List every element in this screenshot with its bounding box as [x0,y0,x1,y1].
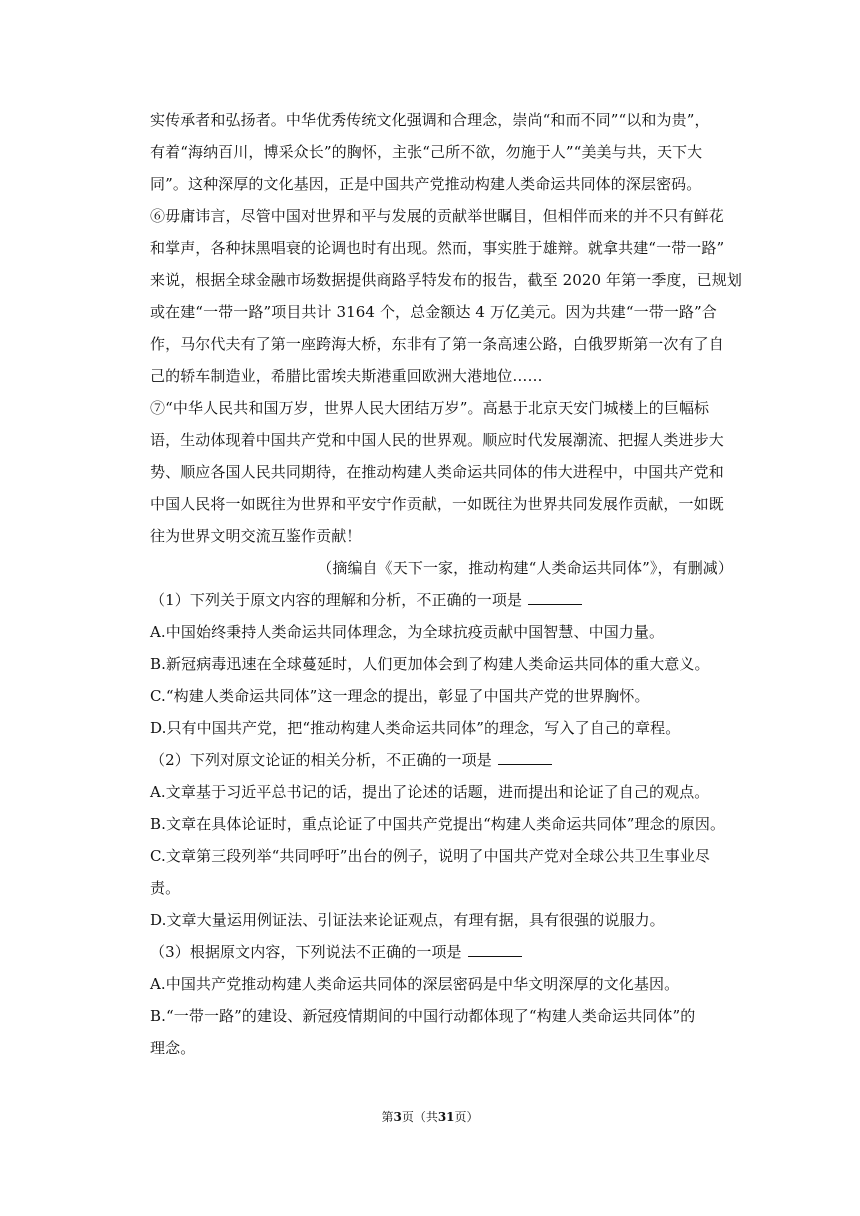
passage-line: 己的轿车制造业，希腊比雷埃夫斯港重回欧洲大港地位…… [150,367,543,385]
option-line: B.文章在具体论证时，重点论证了中国共产党提出“构建人类命运共同体”理念的原因。 [150,815,726,833]
footer-middle: 页（共 [401,1110,438,1124]
passage-line: 实传承者和弘扬者。中华优秀传统文化强调和合理念，崇尚“和而不同”“以和为贵”， [150,111,710,129]
question-1-stem [150,584,735,616]
option-line: 理念。 [150,1039,196,1057]
answer-blank [528,590,582,605]
passage-line: 同”。这种深厚的文化基因，正是中国共产党推动构建人类命运共同体的深层密码。 [150,175,702,193]
question-stem-text: （2）下列对原文论证的相关分析，不正确的一项是 [150,751,492,769]
option-line: A.文章基于习近平总书记的话，提出了论述的话题，进而提出和论证了自己的观点。 [150,783,710,801]
answer-blank [498,750,552,765]
passage-line: 有着“海纳百川，博采众长”的胸怀，主张“己所不欲，勿施于人”“美美与共，天下大 [150,143,703,161]
option-line: D.只有中国共产党，把“推动构建人类命运共同体”的理念，写入了自己的章程。 [150,719,681,737]
page-footer [0,1109,860,1125]
answer-blank [468,942,522,957]
passage-line: 往为世界文明交流互鉴作贡献！ [150,527,362,545]
option-line: 责。 [150,879,181,897]
question-2-stem [150,744,735,776]
passage-line: 和掌声，各种抹黑唱衰的论调也时有出现。然而，事实胜于雄辩。就拿共建“一带一路” [150,239,725,257]
question-stem-text: （1）下列关于原文内容的理解和分析，不正确的一项是 [150,591,523,609]
passage-line: 作，马尔代夫有了第一座跨海大桥，东非有了第一条高速公路，白俄罗斯第一次有了自 [150,335,724,353]
passage-line: 语，生动体现着中国共产党和中国人民的世界观。顺应时代发展潮流、把握人类进步大 [150,431,724,449]
passage-line: 势、顺应各国人民共同期待，在推动构建人类命运共同体的伟大进程中，中国共产党和 [150,463,724,481]
passage-line: 中国人民将一如既往为世界和平安宁作贡献，一如既往为世界共同发展作贡献，一如既 [150,495,724,513]
footer-suffix: 页） [454,1110,479,1124]
question-3-stem [150,936,735,968]
option-line: C.文章第三段列举“共同呼吁”出台的例子，说明了中国共产党对全球公共卫生事业尽 [150,847,710,865]
option-line: A.中国始终秉持人类命运共同体理念，为全球抗疫贡献中国智慧、中国力量。 [150,623,665,641]
page-number: 3 [393,1110,402,1124]
source-citation: （摘编自《天下一家，推动构建“人类命运共同体”》，有删减） [317,559,733,577]
passage-line: 或在建“一带一路”项目共计 3164 个，总金额达 4 万亿美元。因为共建“一带一路”合 [150,303,717,321]
question-stem-text: （3）根据原文内容，下列说法不正确的一项是 [150,943,462,961]
option-line: A.中国共产党推动构建人类命运共同体的深层密码是中华文明深厚的文化基因。 [150,975,680,993]
footer-prefix: 第 [381,1110,394,1124]
page-content [150,104,742,1064]
option-line: C.“构建人类命运共同体”这一理念的提出，彰显了中国共产党的世界胸怀。 [150,687,650,705]
passage-line: 来说，根据全球金融市场数据提供商路孚特发布的报告，截至 2020 年第一季度，已规划 [150,271,742,289]
option-line: B.“一带一路”的建设、新冠疫情期间的中国行动都体现了“构建人类命运共同体”的 [150,1007,696,1025]
option-line: B.新冠病毒迅速在全球蔓延时，人们更加体会到了构建人类命运共同体的重大意义。 [150,655,710,673]
option-line: D.文章大量运用例证法、引证法来论证观点，有理有据，具有很强的说服力。 [150,911,665,929]
total-pages: 31 [437,1110,455,1124]
passage-line: ⑥毋庸讳言，尽管中国对世界和平与发展的贡献举世瞩目，但相伴而来的并不只有鲜花 [150,207,724,225]
passage-line: ⑦“中华人民共和国万岁，世界人民大团结万岁”。高悬于北京天安门城楼上的巨幅标 [150,399,710,417]
